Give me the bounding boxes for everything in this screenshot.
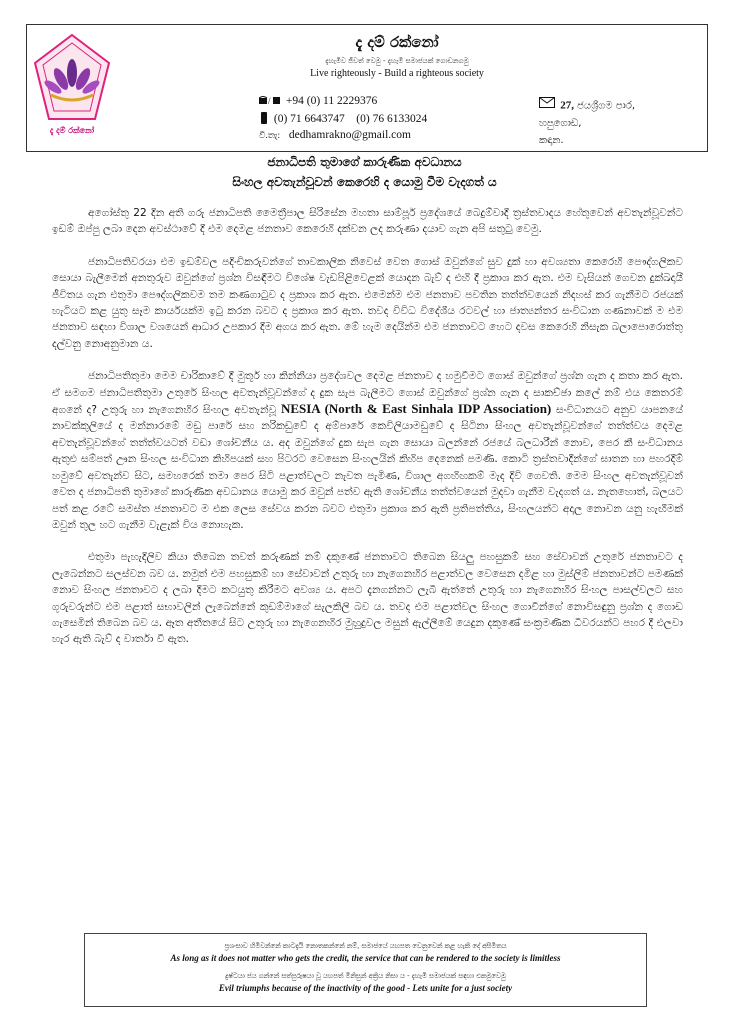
email-address[interactable]: dedhamrakno@gmail.com bbox=[288, 129, 411, 141]
paragraph-2: ජනාධිපතිවරයා එම ඉඩම්වල පදිංචිකරුවන්ගේ තාවකාලික නිවෙස් වෙත ගොස් ඔවුන්ගේ සුව දුක් හා අවශ්‍යතා කෙරෙහි පෞද්ගලිකව සොයා බැලීමෙන් අනතුරුව ඔවුන්ගේ ප්‍රශ්න විසඳීමට විශේෂ වැඩපිළිවෙළක් යොදන බැව් ද එහි දී ප්‍රකාශ කර ඇත. එම වැසියන් ගෙවන දුක්ඛදායී ජීවිතය ගැන එතුමා පෞද්ගලිකවම තම කණගාටුව ද ප්‍රකාශ කර ඇත. එමෙන්ම එම ජනතාව පවතින තත්ත්වයෙන් නිදහස් කර ගැනීමට රජයක් හැටියට කළ යුතු සෑම කාර්යයක්ම ඉටු කරන බවට ද ප්‍රකාශ කර ඇත. තවද විවිධ විදේශීය රටවල් හා ජාත්‍යන්තර සංවිධාන ගණනාවක් ම එම ජනතාව සඳහා විශාල වශයෙන් ආධාර උපකාර දීම අගය කර ඇත. මේ හැම දෙයින්ම එම ජනතාවට හෙට දවස කෙරෙහි නිසැක බලාපොරොත්තු දල්වනු නොඅනුමාන ය. bbox=[52, 255, 683, 350]
letterhead bbox=[26, 24, 708, 152]
logo-caption: දැ දම් රක්නෝ bbox=[49, 126, 95, 135]
footer-quote-1-sinhala: ප්‍රශංසාව හිමිවන්නේ කාටදැයි නොතකන්නේ නම්, සමාජයේ යහපත වෙනුවෙන් කළ හැකි දේ අසීමිතය bbox=[224, 942, 507, 950]
letter-body bbox=[52, 205, 683, 664]
email-label: වි.තැ: bbox=[259, 130, 281, 140]
nesia-organization-name: NESIA (North & East Sinhala IDP Association) bbox=[280, 401, 552, 417]
footer-quote-2-english: Evil triumphs because of the inactivity of the good - Lets unite for a just society bbox=[218, 983, 513, 993]
phone-number: +94 (0) 11 2229376 bbox=[285, 95, 378, 108]
paragraph-4: එතුමා පැහැදිලිව කියා තිබෙන තවත් කරුණක් නම් දකුණේ ජනතාවට තිබෙන සියලු පහසුකම් සහ සේවාවන් උතුරේ ජනතාවට ද ලැබෙන්නට සලස්වන බව ය. නමුත් එම පහසුකම් හා සේවාවන් උතුරු හා නැගෙනහිර පළාත්වල වෙසෙන දමිළ හා මුස්ලිම් ජනතාවන්ට පමණක් නොව සිංහල ජනතාවට ද ලබා දීමට කටයුතු කිරීමට අවශ්‍ය ය. අපට දැනගන්නට ලැබී ඇත්තේ උතුරු හා නැගෙනහිර සිංහල පාසල්වලට සහ ගුරුවරුන්ට එම පළාත් සභාවලින් ලැබෙන්නේ කුඩම්මාගේ සැලකිලි බව ය. තවද එම පළාත්වල සිංහල ගොවීන්ගේ නොවිසඳුනු ප්‍රශ්න ද ගොඩ ගැසෙමින් තිබෙන බව ය. ඈත අතීතයේ සිට උතුරු හා නැගෙනහිර මුහුදුවල මසුන් ඇල්ලීමේ යෙදුන දකුණේ සංක්‍රමණික ධීවරයන්ට පහර දී එලවා හැර ඇති බැව් ද වාර්තා වී ඇත. bbox=[52, 551, 683, 646]
motto-sinhala: දැහැමිව ජීවත් වෙමු - දැහැමි සමාජයක් ගොඩනගමු bbox=[325, 57, 469, 65]
email-line bbox=[259, 129, 411, 141]
paragraph-3-part-a: ජනාධිපතිතුමා මෙම චාරිකාවේ දී මුතූර් හා කින්නියා ප්‍රදේශවල දෙමළ ජනතාව ද හමුවීමට ගොස් ඔවුන්ගේ ප්‍රශ්න ගැන ද කතා කර ඇත. ඒ සමගම ජනාධිපතිතුමා උතුරේ සිංහල අවතැන්වූවන්ගේ ද දුක සැප බැලීමට ගොස් ඔවුන්ගේ ප්‍රශ්න ගැන ද සාකච්ඡා කලේ නම් එය කෙතරම් අගනේ ද? උතුරු හා නැගෙනහිර සිංහල අවතැන්වූ bbox=[52, 370, 683, 417]
svg-text:/: / bbox=[268, 96, 271, 105]
address-line-2: හපුගොඩ, bbox=[539, 117, 582, 129]
footer-box bbox=[84, 933, 647, 1007]
mobile-line bbox=[259, 112, 427, 127]
document-title-line-1: ජනාධිපති තුමාගේ කාරුණික අවධානය bbox=[267, 155, 462, 169]
lotus-logo-icon bbox=[33, 33, 111, 123]
address-number: 27, bbox=[560, 99, 574, 112]
paragraph-3 bbox=[52, 368, 683, 533]
mobile-number-1: (0) 71 6643747 bbox=[273, 113, 345, 126]
address-line-1: ජයශ්‍රීගම පාර, bbox=[577, 100, 636, 112]
postal-address bbox=[539, 97, 635, 149]
document-title-line-2: සිංහල අවතැන්වූවන් කෙරෙහි ද යොමු වීම වැදගත් ය bbox=[232, 175, 497, 189]
paragraph-1: අගෝස්තු 22 දින අති ගරු ජනාධිපති මෛත්‍රීපාල සිරිසේන මහතා සාම්පූර් ප්‍රදේශයේ බෙදුම්වාදී ත්‍රස්තවාදය හේතුවෙන් අවතැන්වූවන්ට ඉඩම් ඔප්පු ලබා දෙන අවස්ථාවේ දී එම දෙමළ ජනතාව කෙරෙහි දක්වන ලද කරුණා දයාව ගැන අපි සතුටු වෙමු. bbox=[52, 207, 683, 236]
envelope-icon bbox=[539, 97, 555, 114]
paragraph-3-part-b: සංවිධානයට අනුව යාපනයේ නාවක්කුලියේ ද මන්නාරමේ මඩු පාරේ සහ නරිකඩුවේ ද අම්පාරේ කෙවිලියාමඩුවේ ද සිටිනා සිංහල අවතැන්වූවන්ගේ තත්ත්වය දෙමළ අවතැන්වූවන්ගේ තත්ත්වයටත් වඩා ශෝචනීය ය. අද ඔවුන්ගේ දුක සැප ගැන සොයා බලන්නේ රජයේ බලධාරීන් නොව, පෙර කී සංවිධානය ඇතුළු සම්පත් ඌන සිංහල සංවිධාන කිහිපයක් සහ පිටරට වෙසෙන සිංහලයින් කිහිප දෙනෙක් පමණි. කොටි ත්‍රස්තවාදීන්ගේ ඝාතන හා පහරදීම් හමුවේ අවතැන්ව සිට, සමහරෙක් තමා පෙර සිටි පළාත්වලට නැවත පැමිණ, විශාල අගහිඟකම් මැද දිවි ගෙවති. මෙම සිංහල අවතැන්වූවන් වෙත ද ජනාධිපති තුමාගේ කාරුණික අවධානය යොමු කර ඔවුන් පත්ව ඇති ශෝචනීය තත්ත්වයෙන් මුදවා ගැනීම වැදගත් ය. නැතහොත්, බලයට පත් කළ රටේ සමස්ත ජනතාවට ම එක ලෙස සේවය කරන බවට එතුමා ප්‍රකාශ කර ඇති ප්‍රතිපත්තිය, සිංහලයන්ට අදාල නොවන යනු හැඟීමක් ඔවුන් තුල හට ගැනීම වැළැක් විය නොහැක. bbox=[52, 404, 683, 531]
address-line-3: කඳාන. bbox=[539, 134, 564, 146]
phone-fax-icon bbox=[259, 95, 281, 108]
footer-quote-2-sinhala: දුෂ්ටයා ජය ගන්නේ සත්පුරුෂයා වූ යහපත් මිනිසුන් අක්‍රිය නිසා ය - දැහැමි සමාජයක් සඳහා එකමුවෙමු bbox=[225, 972, 506, 980]
phone-line bbox=[259, 95, 377, 108]
mobile-phone-icon bbox=[259, 112, 269, 127]
footer-quote-1-english: As long as it does not matter who gets the credit, the service that can be rendered to the society is limitless bbox=[170, 953, 561, 963]
organization-name: දැ දම් රක්නෝ bbox=[355, 33, 439, 51]
motto-english: Live righteously - Build a righteous society bbox=[310, 68, 484, 79]
mobile-number-2: (0) 76 6133024 bbox=[356, 113, 428, 126]
